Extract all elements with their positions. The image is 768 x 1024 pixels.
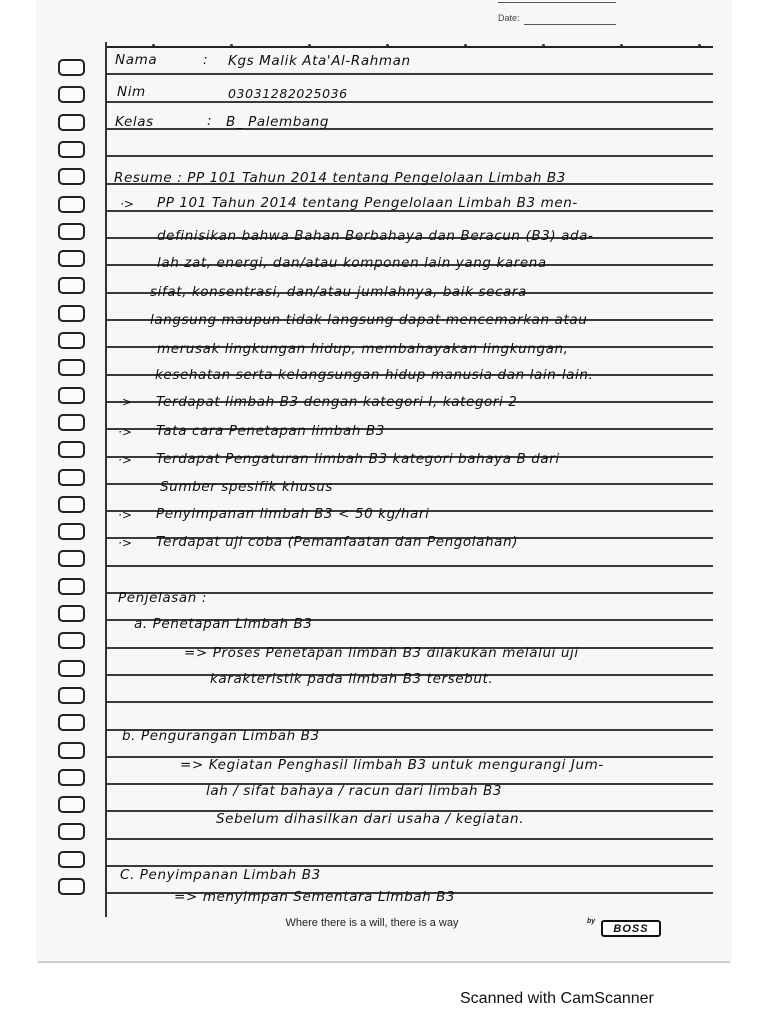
margin-box xyxy=(58,769,85,786)
resume-p1-line-4: sifat, konsentrasi, dan/atau jumlahnya, baik secara xyxy=(150,284,527,300)
section-a-title: a. Penetapan Limbah B3 xyxy=(134,616,313,632)
bullet-4: ·> xyxy=(118,453,132,467)
date-dot xyxy=(620,44,623,47)
margin-box xyxy=(58,687,85,704)
margin-box xyxy=(58,332,85,349)
margin-box xyxy=(58,714,85,731)
resume-p1-line-1: PP 101 Tahun 2014 tentang Pengelolaan Limbah B3 men- xyxy=(157,195,578,211)
scan-credit: Scanned with CamScanner xyxy=(460,990,654,1007)
kelas-value: B_ Palembang xyxy=(226,114,330,130)
bullet-5: ·> xyxy=(118,508,132,522)
bullet-6: ·> xyxy=(118,536,132,550)
margin-box xyxy=(58,660,85,677)
margin-rule xyxy=(105,42,107,917)
resume-p5: Penyimpanan limbah B3 < 50 kg/hari xyxy=(156,506,430,522)
section-a-line-1: => Proses Penetapan limbah B3 dilakukan melalui uji xyxy=(184,645,579,661)
margin-box xyxy=(58,851,85,868)
nim-label: Nim xyxy=(117,84,146,100)
brand-prefix: by xyxy=(587,918,596,925)
margin-box xyxy=(58,469,85,486)
resume-p3: Tata cara Penetapan limbah B3 xyxy=(156,423,385,439)
date-dot xyxy=(464,44,467,47)
margin-box xyxy=(58,523,85,540)
margin-box xyxy=(58,823,85,840)
date-line xyxy=(524,24,616,25)
nama-value: Kgs Malik Ata'Al-Rahman xyxy=(228,53,411,69)
margin-box xyxy=(58,605,85,622)
bullet-2: ·> xyxy=(118,395,132,409)
margin-box xyxy=(58,387,85,404)
margin-box xyxy=(58,414,85,431)
resume-p6: Terdapat uji coba (Pemanfaatan dan Pengolahan) xyxy=(156,534,519,550)
date-dot xyxy=(386,44,389,47)
resume-p1-line-5: langsung maupun tidak langsung dapat mencemarkan atau xyxy=(150,312,588,328)
date-dot xyxy=(152,44,155,47)
resume-p1-line-3: lah zat, energi, dan/atau komponen lain yang karena xyxy=(157,255,547,271)
section-b-line-2: lah / sifat bahaya / racun dari limbah B3 xyxy=(206,783,503,799)
section-b-line-1: => Kegiatan Penghasil limbah B3 untuk mengurangi Jum- xyxy=(180,757,604,773)
margin-box xyxy=(58,141,85,158)
section-b-title: b. Pengurangan Limbah B3 xyxy=(122,728,320,744)
section-a-line-2: karakteristik pada limbah B3 tersebut. xyxy=(210,671,494,687)
date-label: Date: xyxy=(498,13,520,23)
ruled-line xyxy=(105,101,713,103)
bullet-3: ·> xyxy=(118,425,132,439)
resume-p2: Terdapat limbah B3 dengan kategori I, kategori 2 xyxy=(156,394,518,410)
resume-heading: Resume : PP 101 Tahun 2014 tentang Pengelolaan Limbah B3 xyxy=(114,170,566,186)
header-rule xyxy=(498,2,616,3)
ruled-line xyxy=(105,73,713,75)
margin-box xyxy=(58,578,85,595)
margin-box xyxy=(58,359,85,376)
resume-p1-line-7: kesehatan serta kelangsungan hidup manusia dan lain-lain. xyxy=(155,367,594,383)
kelas-colon: : xyxy=(207,113,213,129)
kelas-label: Kelas xyxy=(115,114,154,130)
section-b-line-3: Sebelum dihasilkan dari usaha / kegiatan. xyxy=(216,811,525,827)
margin-box xyxy=(58,114,85,131)
ruled-line xyxy=(105,155,713,157)
page-bottom-edge xyxy=(38,961,730,963)
section-c-title: C. Penyimpanan Limbah B3 xyxy=(120,867,321,883)
date-dot xyxy=(308,44,311,47)
nama-label: Nama xyxy=(115,52,158,68)
margin-box xyxy=(58,250,85,267)
margin-box xyxy=(58,550,85,567)
nama-colon: : xyxy=(203,52,209,68)
nim-value: 03031282025036 xyxy=(228,86,348,101)
margin-box xyxy=(58,277,85,294)
notebook-motto: Where there is a will, there is a way xyxy=(285,917,459,929)
margin-box xyxy=(58,196,85,213)
ruled-line xyxy=(105,128,713,130)
margin-box xyxy=(58,796,85,813)
resume-p1-line-2: definisikan bahwa Bahan Berbahaya dan Beracun (B3) ada- xyxy=(157,228,594,244)
bullet-1: ·> xyxy=(120,197,134,211)
margin-box xyxy=(58,86,85,103)
date-dot xyxy=(230,44,233,47)
section-c-line-1: => menyimpan Sementara Limbah B3 xyxy=(174,889,456,905)
margin-box xyxy=(58,305,85,322)
date-dot xyxy=(542,44,545,47)
margin-box xyxy=(58,59,85,76)
resume-p1-line-6: merusak lingkungan hidup, membahayakan lingkungan, xyxy=(157,341,569,357)
margin-box xyxy=(58,878,85,895)
margin-box xyxy=(58,632,85,649)
margin-box xyxy=(58,496,85,513)
date-dot xyxy=(698,44,701,47)
resume-p4-line-2: Sumber spesifik khusus xyxy=(160,479,334,495)
brand-name: BOSS xyxy=(601,920,661,937)
margin-box xyxy=(58,441,85,458)
ruled-line xyxy=(105,565,713,567)
margin-box xyxy=(58,168,85,185)
ruled-line xyxy=(105,701,713,703)
margin-box xyxy=(58,742,85,759)
ruled-line xyxy=(105,838,713,840)
penjelasan-heading: Penjelasan : xyxy=(118,590,207,606)
resume-p4-line-1: Terdapat Pengaturan limbah B3 kategori bahaya B dari xyxy=(156,451,560,467)
margin-box xyxy=(58,223,85,240)
